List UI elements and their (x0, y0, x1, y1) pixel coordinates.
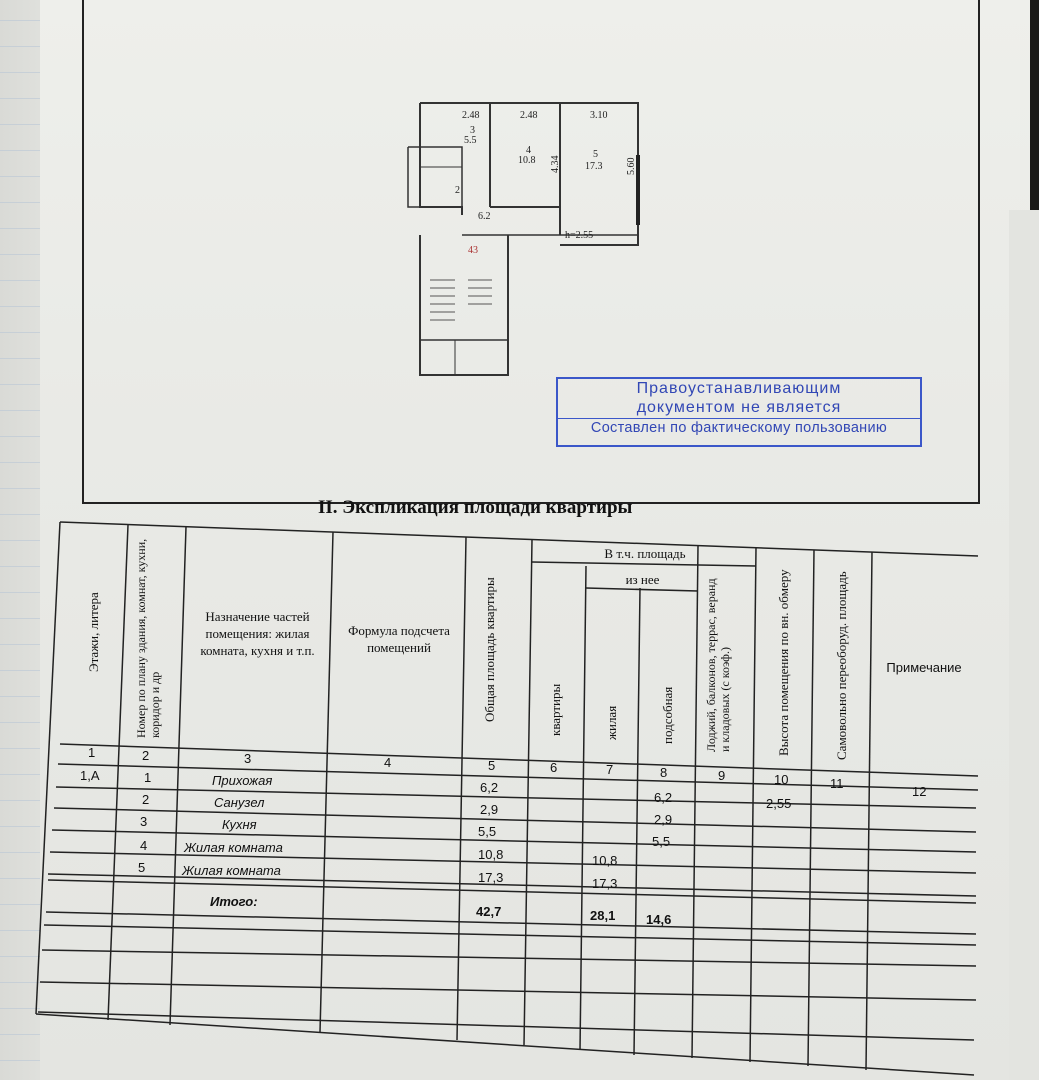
row3-num: 3 (140, 814, 148, 829)
section-title: II. Экспликация площади квартиры (318, 497, 633, 518)
stamp-line3: Составлен по фактическому пользованию (558, 418, 920, 438)
col-num-11: 11 (830, 776, 844, 791)
stamp-line1: Правоустанавливающим (636, 380, 842, 397)
row3-name: Кухня (222, 817, 257, 832)
row5-living: 17,3 (592, 876, 618, 891)
total-area: 42,7 (476, 904, 502, 919)
row3-aux: 5,5 (652, 834, 671, 849)
header-incl-area: В т.ч. площадь (604, 546, 686, 561)
row1-name: Прихожая (212, 773, 273, 788)
total-living: 28,1 (590, 908, 616, 923)
row3-total: 5,5 (478, 824, 497, 839)
room4-num: 4 (526, 145, 531, 156)
header-of-which: из нее (625, 572, 660, 587)
stamp-line2: документом не является (636, 399, 842, 416)
dim-w3: 3.10 (590, 110, 608, 121)
dim-w2: 2.48 (520, 110, 538, 121)
row4-name: Жилая комната (184, 840, 283, 855)
dim-height: h=2.55 (565, 230, 594, 241)
row1-height: 2,55 (766, 796, 792, 811)
col-num-12: 12 (912, 784, 927, 799)
col-num-6: 6 (550, 760, 558, 775)
col-num-5: 5 (488, 758, 496, 773)
room5-num: 5 (593, 149, 598, 160)
header-living: жилая (604, 705, 619, 740)
room4-area: 10.8 (518, 155, 536, 166)
row1-num: 1 (144, 770, 152, 785)
col-num-10: 10 (774, 772, 789, 787)
header-height: Высота помещения по вн. обмеру (776, 569, 791, 756)
row5-total: 17,3 (478, 870, 504, 885)
header-purpose: Назначение частей помещения: жилая комната, кухня и т.п. (200, 609, 315, 658)
row5-num: 5 (138, 860, 146, 875)
row5-name: Жилая комната (182, 863, 281, 878)
header-auxiliary: подсобная (660, 686, 675, 744)
header-note: Примечание (886, 660, 962, 675)
room3-area: 5.5 (464, 135, 477, 146)
row4-num: 4 (140, 838, 148, 853)
col-num-9: 9 (718, 768, 726, 783)
col-num-1: 1 (88, 745, 96, 760)
total-aux: 14,6 (646, 912, 672, 927)
row1-total: 6,2 (480, 780, 499, 795)
header-apartment: квартиры (548, 683, 563, 736)
row2-name: Санузел (214, 795, 265, 810)
row1-floor: 1,А (80, 768, 100, 783)
room3-num: 3 (470, 125, 475, 136)
header-number: Номер по плану здания, комнат, кухни, коридор и др (134, 538, 162, 738)
header-formula: Формула подсчета помещений (348, 623, 450, 655)
row1-aux: 6,2 (654, 790, 673, 805)
dim-w1: 2.48 (462, 110, 480, 121)
row2-num: 2 (142, 792, 150, 807)
room5-area: 17.3 (585, 161, 603, 172)
col-num-7: 7 (606, 762, 614, 777)
row4-living: 10,8 (592, 853, 618, 868)
row2-total: 2,9 (480, 802, 499, 817)
col-num-8: 8 (660, 765, 668, 780)
total-label: Итого: (210, 894, 258, 909)
dim-hall: 6.2 (478, 211, 491, 222)
header-floor: Этажи, литера (86, 592, 101, 672)
dim-total: 43 (468, 245, 478, 256)
header-loggias: Лоджий, балконов, террас, веранд и кладовых (с коэф.) (704, 578, 732, 752)
row2-aux: 2,9 (654, 812, 673, 827)
col-num-4: 4 (384, 755, 392, 770)
col-num-3: 3 (244, 751, 252, 766)
col-num-2: 2 (142, 748, 150, 763)
dim-h-room5: 5.60 (626, 157, 637, 175)
row4-total: 10,8 (478, 847, 504, 862)
header-unauthorized: Самовольно переоборуд. площадь (834, 571, 849, 760)
room2-num: 2 (455, 185, 460, 196)
header-total-area: Общая площадь квартиры (482, 577, 497, 722)
dim-h-room4: 4.34 (550, 155, 561, 173)
